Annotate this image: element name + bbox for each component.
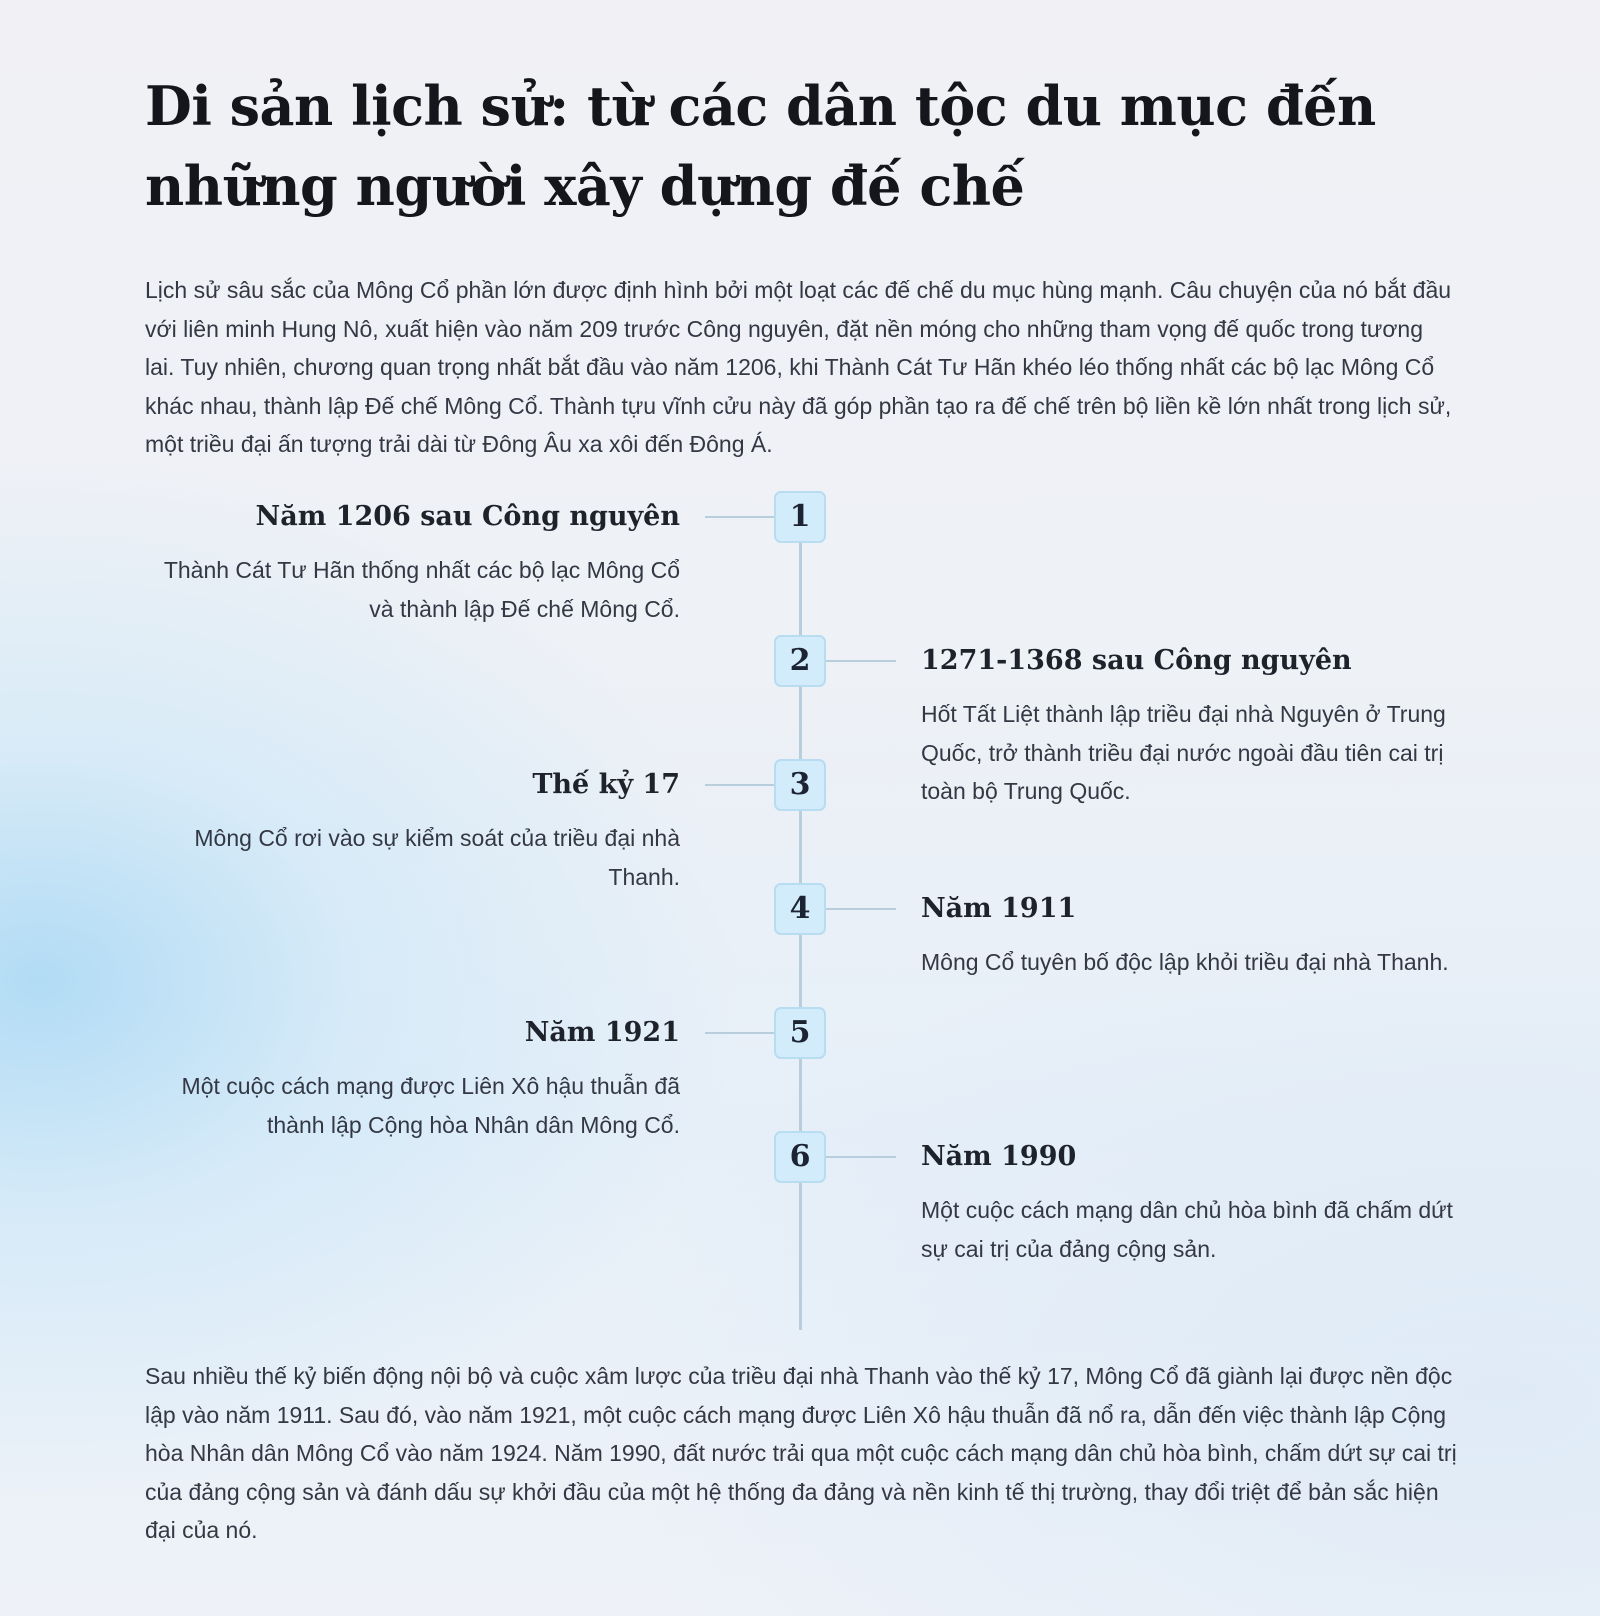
timeline-marker-2: 2 [774,635,826,687]
timeline-marker-3: 3 [774,759,826,811]
timeline-connector [826,1156,896,1158]
timeline-event-3 [140,768,680,896]
timeline-event-heading: Năm 1990 [921,1141,1077,1172]
timeline-connector [705,784,774,786]
timeline-event-heading: 1271-1368 sau Công nguyên [921,645,1352,676]
timeline-connector [705,516,774,518]
timeline-event-text: Một cuộc cách mạng được Liên Xô hậu thuẫn đã thành lập Cộng hòa Nhân dân Mông Cổ. [181,1073,680,1138]
timeline-event-text: Mông Cổ tuyên bố độc lập khỏi triều đại nhà Thanh. [921,949,1449,975]
timeline-connector [705,1032,774,1034]
timeline-event-4 [921,892,1461,982]
timeline-marker-4: 4 [774,883,826,935]
intro-paragraph: Lịch sử sâu sắc của Mông Cổ phần lớn được định hình bởi một loạt các đế chế du mục hùng mạnh. Câu chuyện của nó bắt đầu với liên minh Hung Nô, xuất hiện vào năm 209 trước Công nguyên, đặt nền móng cho những tham vọng đế quốc trong tương lai. Tuy nhiên, chương quan trọng nhất bắt đầu vào năm 1206, khi Thành Cát Tư Hãn khéo léo thống nhất các bộ lạc Mông Cổ khác nhau, thành lập Đế chế Mông Cổ. Thành tựu vĩnh cửu này đã góp phần tạo ra đế chế trên bộ liền kề lớn nhất trong lịch sử, một triều đại ấn tượng trải dài từ Đông Âu xa xôi đến Đông Á. [145,277,1452,457]
timeline-event-text: Một cuộc cách mạng dân chủ hòa bình đã chấm dứt sự cai trị của đảng cộng sản. [921,1197,1453,1262]
timeline-marker-1: 1 [774,491,826,543]
timeline-event-1 [140,500,680,628]
timeline-event-text: Mông Cổ rơi vào sự kiểm soát của triều đại nhà Thanh. [194,825,680,890]
outro-paragraph: Sau nhiều thế kỷ biến động nội bộ và cuộc xâm lược của triều đại nhà Thanh vào thế kỷ 17, Mông Cổ đã giành lại được nền độc lập vào năm 1911. Sau đó, vào năm 1921, một cuộc cách mạng được Liên Xô hậu thuẫn đã nổ ra, dẫn đến việc thành lập Cộng hòa Nhân dân Mông Cổ vào năm 1924. Năm 1990, đất nước trải qua một cuộc cách mạng dân chủ hòa bình, chấm dứt sự cai trị của đảng cộng sản và đánh dấu sự khởi đầu của một hệ thống đa đảng và nền kinh tế thị trường, thay đổi triệt để bản sắc hiện đại của nó. [145,1363,1457,1543]
timeline-event-heading: Năm 1921 [524,1017,680,1048]
timeline-event-2 [921,644,1461,811]
timeline-event-text: Thành Cát Tư Hãn thống nhất các bộ lạc Mông Cổ và thành lập Đế chế Mông Cổ. [163,557,680,622]
timeline-event-heading: Năm 1206 sau Công nguyên [255,501,680,532]
timeline-connector [826,660,896,662]
timeline-event-heading: Năm 1911 [921,893,1077,924]
timeline-connector [826,908,896,910]
timeline-event-6 [921,1140,1461,1268]
timeline-event-heading: Thế kỷ 17 [532,769,680,800]
timeline-marker-5: 5 [774,1007,826,1059]
timeline-event-5 [140,1016,680,1144]
timeline-marker-6: 6 [774,1131,826,1183]
page-title: Di sản lịch sử: từ các dân tộc du mục đến những người xây dựng đế chế [145,74,1376,218]
timeline-event-text: Hốt Tất Liệt thành lập triều đại nhà Nguyên ở Trung Quốc, trở thành triều đại nước ngoài đầu tiên cai trị toàn bộ Trung Quốc. [921,701,1446,804]
